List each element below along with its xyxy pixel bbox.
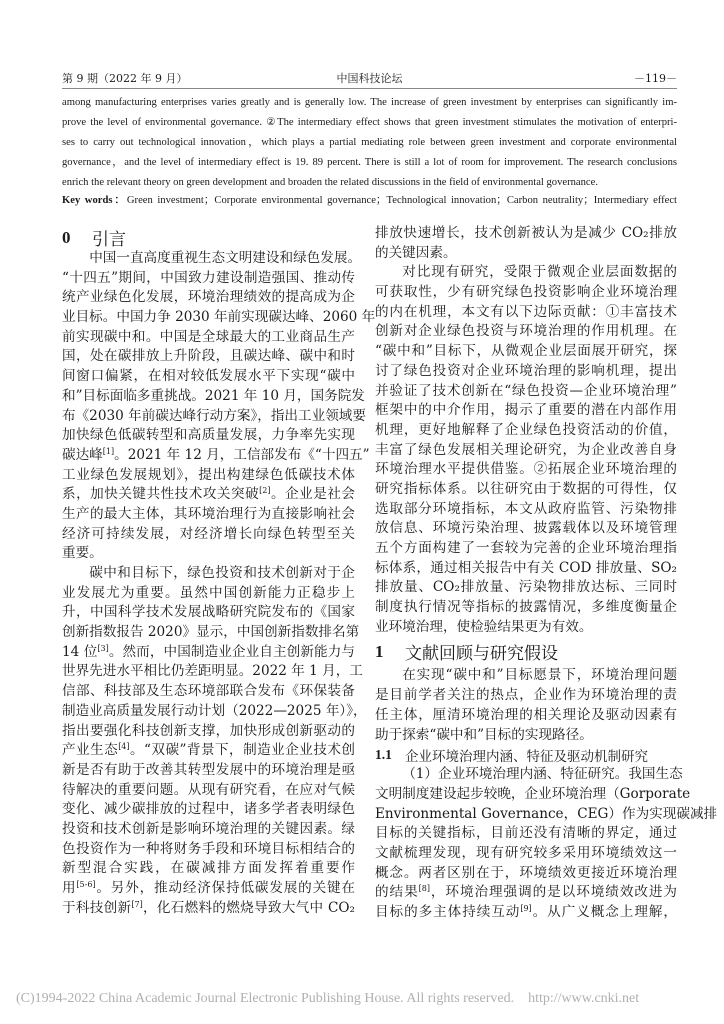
text-line: 升，中国科学技术发展战略研究院发布的《国家 [62,604,355,621]
abstract-line: governance，and the level of intermediary effect is 19. 89 percent. There is still a lot of room for improvement. The research conclusions [62,157,677,168]
abstract-line: ses to carry out technological innovation，which plays a partial mediating role between green investment and corporate environmental [62,137,677,148]
text-line: 统产业绿色化发展，环境治理绩效的提高成为企 [62,289,355,306]
text-line: 文献梳理发现，现有研究较多采用环境绩效这一 [375,844,677,861]
text-line: 变化、减少碳排放的过程中，诸多学者表明绿色 [62,801,355,818]
text-line: 丰富了绿色发展相关理论研究，为企业改善自身 [375,441,677,458]
text-line: 前实现碳中和。中国是全球最大的工业商品生产 [62,328,355,345]
text-line: 的内在机理，本文有以下边际贡献：①丰富技术 [375,303,677,320]
keywords-text: Green investment；Corporate environmental governance；Technological innovation；Carbon neutrality；Intermediary effect [126,195,677,206]
cnki-url: http://www.cnki.net [528,991,640,1006]
running-header [62,70,677,89]
text-line: 经济可持续发展，对经济增长向绿色转型至关 [62,525,355,542]
text-line: 研究指标体系。以往研究由于数据的可得性，仅 [375,480,677,497]
section-heading [62,226,355,249]
keywords [62,193,677,209]
text-line: 加快绿色低碳转型和高质量发展，力争率先实现 [62,427,355,444]
abstract-line: among manufacturing enterprises varies greatly and is generally low. The increase of green investment by enterprises can significantly im- [62,97,677,108]
text-line: 标体系，通过相关报告中有关 COD 排放量、SO₂ [375,559,677,576]
citation-ref: [7] [131,899,143,909]
subsection-heading [375,745,677,765]
text-line: 业目标。中国力争 2030 年前实现碳达峰、2060 年 [62,309,376,326]
text-line: 色投资作为一种将财务手段和环境目标相结合的 [62,840,355,857]
text-line: 排放量、CO₂排放量、污染物排放达标、三同时 [375,579,677,596]
text-line: 讨了绿色投资对企业环境治理的影响机理，提出 [375,362,677,379]
paragraph [62,249,376,564]
text-line: 待解决的重要问题。从现有研究看，在应对气候 [62,781,355,798]
citation-ref: [3] [97,643,109,653]
text-line: 创新对企业绿色投资与环境治理的作用机理。在 [375,323,677,340]
left-column [62,226,376,918]
keywords-label: Key words： [62,195,127,206]
text-line: 新是否有助于改善其转型发展中的环境治理是亟 [62,761,355,778]
text-line: 布《2030 年前碳达峰行动方案》，指出工业领域要 [62,407,366,424]
text-line: 任主体，厘清环境治理的相关理论及驱动因素有 [375,706,677,723]
abstract [62,93,677,209]
copyright-footer [16,991,639,1007]
text-line: 机理，更好地解释了企业绿色投资活动的价值， [375,421,677,438]
citation-ref: [2] [259,486,271,496]
paragraph [375,765,718,923]
text-line: 创新指数报告 2020》显示，中国创新指数排名第 [62,624,360,641]
text-line: 放信息、环境污染治理、披露载体以及环境管理 [375,520,677,537]
text-line: 中国一直高度重视生态文明建设和绿色发展。 [89,250,362,266]
heading-text: 引言 [92,230,126,250]
heading-number: 0 [62,227,71,247]
text-line: 14 位[3]。然而，中国制造业企业自主创新能力与 [62,643,355,660]
paragraph [375,263,677,637]
text-line: 指出要强化科技创新支撑，加快形成创新驱动的 [62,722,355,739]
text-line: 于科技创新[7]，化石燃料的燃烧导致大气中 CO₂ [62,899,355,916]
text-line: 框架中的中介作用，揭示了重要的潜在内部作用 [375,402,677,419]
text-line: 的关键因素。 [375,244,457,261]
text-line: 世界先进水平相比仍差距明显。2022 年 1 月，工 [62,663,363,680]
abstract-line: prove the level of environmental governance. ②The intermediary effect shows that green investment stimulates the motivation of enterpri- [62,117,677,128]
paragraph [375,666,677,745]
abstract-line: enrich the relevant theory on green development and broaden the related discussions in the field of environmental governance. [62,177,598,188]
text-line: 概念。两者区别在于，环境绩效更接近环境治理 [375,864,677,881]
citation-ref: [9] [520,904,532,913]
issue-label: 第 9 期（2022 年 9 月） [62,72,188,85]
copyright-text: (C)1994-2022 China Academic Journal Electronic Publishing House. All rights reserved. [16,991,515,1006]
text-line: 五个方面构建了一套较为完善的企业环境治理指 [375,540,677,556]
paragraph [62,564,367,918]
text-line: “碳中和”目标下，从微观企业层面展开研究，探 [375,343,677,360]
text-line: 投资和技术创新是影响环境治理的关键因素。绿 [62,820,355,837]
text-line: 排放快速增长，技术创新被认为是减少 CO₂排放 [375,225,677,241]
text-line: 的结果[8]，环境治理强调的是以环境绩效改进为 [375,884,678,901]
heading-text: 企业环境治理内涵、特征及驱动机制研究 [405,749,648,766]
text-line: 业环境治理，使检验结果更为有效。 [375,618,593,635]
citation-ref: [8] [418,884,430,894]
text-line: 碳中和目标下，绿色投资和技术创新对于企 [89,565,355,581]
text-line: 制度执行情况等指标的披露情况，多维度衡量企 [375,599,677,616]
text-line: 制造业高质量发展行动计划（2022—2025 年）》， [62,702,367,719]
text-line: 生产的最大主体，其环境治理行为直接影响社会 [62,505,355,522]
heading-text: 文献回顾与研究假设 [405,644,558,665]
text-line: （1）企业环境治理内涵、特征研究。我国生态 [402,766,683,783]
text-line: 目标的关键指标，目前还没有清晰的界定，通过 [375,825,677,842]
text-line: 信部、科技部及生态环境部联合发布《环保装备 [62,683,355,700]
text-line: 选取部分环境指标，本文从政府监管、污染物排 [375,500,677,517]
heading-number: 1 [375,641,384,661]
text-line: 助于探索“碳中和”目标的实现路径。 [375,726,593,743]
text-line: 用[5-6]。另外，推动经济保持低碳发展的关键在 [62,880,356,896]
text-line: 和”目标面临多重挑战。2021 年 10 月，国务院发 [62,387,365,404]
text-line: “十四五”期间，中国致力建设制造强国、推动传 [62,269,355,286]
text-line: 文明制度建设起步较晚，企业环境治理（Gorporate [375,785,691,802]
paragraph [375,224,677,263]
text-line: 可获取性，少有研究绿色投资影响企业环境治理 [375,284,677,301]
citation-ref: [1] [102,446,115,456]
journal-name: 中国科技论坛 [336,72,403,85]
text-line: 是目前学者关注的热点，企业作为环境治理的责 [375,687,677,704]
text-line: 目标的多主体持续互动[9]。从广义概念上理解， [375,904,677,920]
text-line: 新型混合实践，在碳减排方面发挥着重要作 [62,860,355,877]
text-line: 工业绿色发展规划》，提出构建绿色低碳技术体 [62,466,355,483]
text-line: 间窗口偏紧，在相对较低发展水平下实现“碳中 [62,368,355,385]
citation-ref: [4] [118,742,130,752]
page-number: －119－ [634,72,677,85]
text-line: 环境治理水平提供借鉴。②拓展企业环境治理的 [375,461,677,478]
text-line: 碳达峰[1]。2021 年 12 月，工信部发布《“十四五” [62,446,370,463]
text-line: 重要。 [62,545,103,562]
heading-number: 1.1 [375,747,392,763]
text-line: 业发展尤为重要。虽然中国创新能力正稳步上 [62,584,355,601]
text-line: 产业生态[4]。“双碳”背景下，制造业企业技术创 [62,742,356,759]
text-line: Environmental Governance，CEG）作为实现碳减排 [375,805,718,822]
text-line: 系，加快关键共性技术攻关突破[2]。企业是社会 [62,486,356,503]
text-line: 并验证了技术创新在“绿色投资—企业环境治理” [375,382,677,399]
citation-ref: [5-6] [76,880,96,889]
text-line: 在实现“碳中和”目标愿景下，环境治理问题 [402,667,677,684]
text-line: 对比现有研究，受限于微观企业层面数据的 [402,264,677,281]
text-line: 国，处在碳排放上升阶段，且碳达峰、碳中和时 [62,348,355,365]
right-column [375,224,718,923]
section-heading [375,637,677,666]
